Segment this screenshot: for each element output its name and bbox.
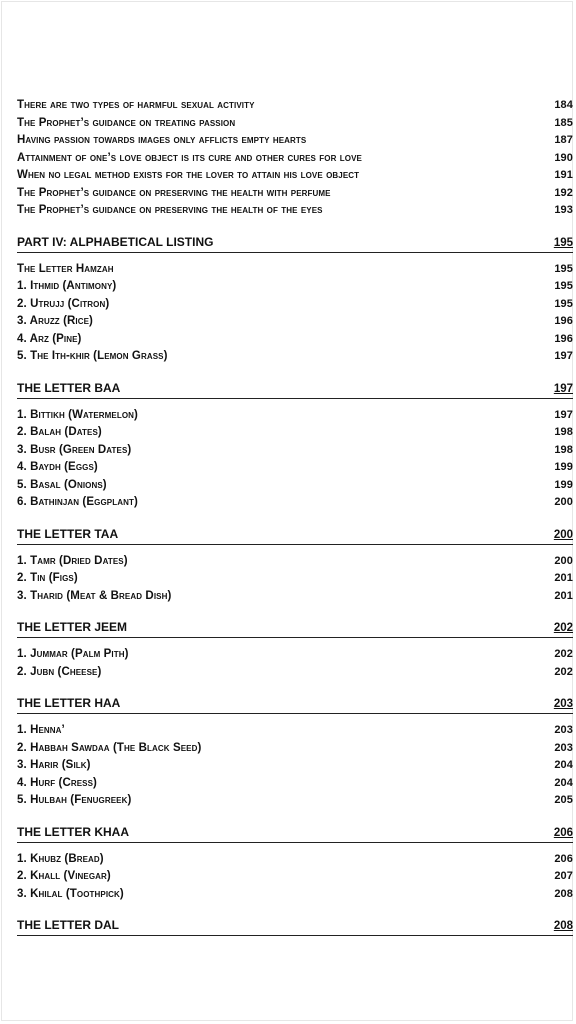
entry-page: 206 xyxy=(554,852,573,865)
toc-entry[interactable] xyxy=(17,570,573,588)
toc-entry[interactable] xyxy=(17,588,573,606)
entry-page: 203 xyxy=(554,741,573,754)
toc-entry[interactable] xyxy=(17,664,573,682)
entry-page: 197 xyxy=(554,350,573,362)
toc-entry[interactable] xyxy=(17,868,573,886)
entry-title: The Prophet’s guidance on preserving the health with perfume xyxy=(17,186,331,199)
entry-title: There are two types of harmful sexual activity xyxy=(17,99,255,111)
entry-page: 185 xyxy=(554,116,573,129)
entry-title: 3. Khilal (Toothpick) xyxy=(17,887,124,900)
toc-entry[interactable] xyxy=(17,202,573,220)
entry-title: 4. Arz (Pine) xyxy=(17,332,82,345)
toc-entry[interactable] xyxy=(17,261,573,279)
entry-title: 6. Bathinjan (Eggplant) xyxy=(17,496,138,508)
entry-page: 199 xyxy=(554,478,573,491)
section-heading[interactable] xyxy=(17,526,573,545)
toc-entry[interactable] xyxy=(17,757,573,775)
section-page: 197 xyxy=(553,382,573,395)
entry-page: 199 xyxy=(554,461,573,473)
entry-page: 202 xyxy=(554,665,573,678)
entry-page: 204 xyxy=(554,776,573,789)
toc-entry[interactable] xyxy=(17,150,573,168)
section-title: THE LETTER BAA xyxy=(17,380,121,395)
intro-list xyxy=(17,97,573,220)
toc-entry[interactable] xyxy=(17,792,573,810)
toc-entry[interactable] xyxy=(17,424,573,442)
toc-entry[interactable] xyxy=(17,348,573,366)
section-page: 203 xyxy=(553,698,573,710)
entry-title: 3. Tharid (Meat & Bread Dish) xyxy=(17,589,172,602)
entry-title: 2. Balah (Dates) xyxy=(17,426,102,438)
toc-entry[interactable] xyxy=(17,886,573,904)
entry-page: 193 xyxy=(554,204,573,216)
entry-page: 187 xyxy=(554,134,573,146)
section-heading[interactable] xyxy=(17,234,573,253)
entry-page: 190 xyxy=(554,151,573,164)
entry-title: 1. Jummar (Palm Pith) xyxy=(17,648,129,660)
toc-entry[interactable] xyxy=(17,459,573,477)
entry-title: 4. Baydh (Eggs) xyxy=(17,461,98,473)
entry-page: 202 xyxy=(554,648,573,660)
entry-title: The Prophet’s guidance on preserving the health of the eyes xyxy=(17,204,323,216)
toc-entry[interactable] xyxy=(17,477,573,495)
entry-page: 201 xyxy=(554,589,573,602)
section-title: THE LETTER HAA xyxy=(17,696,121,710)
entry-title: 4. Hurf (Cress) xyxy=(17,776,97,789)
entry-page: 192 xyxy=(554,186,573,199)
entry-page: 196 xyxy=(554,315,573,327)
toc-entry[interactable] xyxy=(17,851,573,869)
toc-entry[interactable] xyxy=(17,740,573,758)
entry-page: 184 xyxy=(554,99,573,111)
entry-page: 207 xyxy=(554,870,573,882)
entry-page: 195 xyxy=(554,280,573,292)
entry-page: 198 xyxy=(554,426,573,438)
entry-page: 196 xyxy=(554,332,573,345)
toc-entry[interactable] xyxy=(17,407,573,425)
toc-entry[interactable] xyxy=(17,115,573,133)
entry-page: 203 xyxy=(554,724,573,736)
entry-title: 3. Busr (Green Dates) xyxy=(17,443,132,456)
entry-title: 5. Hulbah (Fenugreek) xyxy=(17,794,132,806)
entry-title: 2. Habbah Sawdaa (The Black Seed) xyxy=(17,741,202,754)
entry-title: 1. Khubz (Bread) xyxy=(17,852,104,865)
entry-title: 3. Harir (Silk) xyxy=(17,759,91,771)
entry-title: 2. Khall (Vinegar) xyxy=(17,870,111,882)
section-title: THE LETTER TAA xyxy=(17,526,119,541)
entry-page: 195 xyxy=(554,262,573,275)
entry-title: 2. Tin (Figs) xyxy=(17,572,78,584)
toc-entry[interactable] xyxy=(17,185,573,203)
toc-entry[interactable] xyxy=(17,313,573,331)
section-title: THE LETTER JEEM xyxy=(17,620,128,634)
section-page: 202 xyxy=(553,622,573,634)
entry-title: 1. Tamr (Dried Dates) xyxy=(17,554,128,567)
toc-entry[interactable] xyxy=(17,494,573,512)
toc-entry[interactable] xyxy=(17,296,573,314)
section-heading[interactable] xyxy=(17,824,573,843)
section-heading[interactable] xyxy=(17,619,573,638)
entry-title: The Letter Hamzah xyxy=(17,262,114,275)
toc-entry[interactable] xyxy=(17,132,573,150)
entry-title: 2. Utrujj (Citron) xyxy=(17,297,110,310)
entry-page: 197 xyxy=(554,408,573,421)
toc-entry[interactable] xyxy=(17,775,573,793)
entry-title: 1. Henna’ xyxy=(17,724,65,736)
toc-entry[interactable] xyxy=(17,278,573,296)
entry-page: 200 xyxy=(554,496,573,508)
section-page: 208 xyxy=(553,920,573,932)
section-page: 200 xyxy=(553,528,573,541)
section-heading[interactable] xyxy=(17,695,573,714)
toc-entry[interactable] xyxy=(17,553,573,571)
section-heading[interactable] xyxy=(17,917,573,936)
entry-title: Attainment of one’s love object is its cure and other cures for love xyxy=(17,151,362,164)
entry-page: 204 xyxy=(554,759,573,771)
entry-page: 198 xyxy=(554,443,573,456)
entry-title: 1. Ithmid (Antimony) xyxy=(17,280,117,292)
section-heading[interactable] xyxy=(17,380,573,399)
section-title: PART IV: ALPHABETICAL LISTING xyxy=(17,234,214,249)
section-page: 206 xyxy=(553,826,573,839)
toc-entry[interactable] xyxy=(17,442,573,460)
toc-entry[interactable] xyxy=(17,97,573,115)
entry-title: Having passion towards images only afflicts empty hearts xyxy=(17,134,307,146)
section-title: THE LETTER DAL xyxy=(17,918,119,932)
entry-title: 3. Aruzz (Rice) xyxy=(17,315,93,327)
entry-title: 5. Basal (Onions) xyxy=(17,478,107,491)
toc-entry[interactable] xyxy=(17,331,573,349)
toc-entry[interactable] xyxy=(17,722,573,740)
section-title: THE LETTER KHAA xyxy=(17,824,129,839)
entry-title: 1. Bittikh (Watermelon) xyxy=(17,408,138,421)
table-of-contents xyxy=(17,97,573,944)
entry-title: The Prophet’s guidance on treating passion xyxy=(17,116,236,129)
toc-entry[interactable] xyxy=(17,646,573,664)
entry-page: 208 xyxy=(554,887,573,900)
entry-page: 195 xyxy=(554,297,573,310)
entry-page: 201 xyxy=(554,572,573,584)
toc-entry[interactable] xyxy=(17,167,573,185)
entry-page: 205 xyxy=(554,794,573,806)
entry-page: 200 xyxy=(554,554,573,567)
entry-title: 2. Jubn (Cheese) xyxy=(17,665,102,678)
entry-page: 191 xyxy=(554,169,573,181)
section-page: 195 xyxy=(553,236,573,249)
entry-title: When no legal method exists for the lover to attain his love object xyxy=(17,169,360,181)
entry-title: 5. The Ith-khir (Lemon Grass) xyxy=(17,350,168,362)
